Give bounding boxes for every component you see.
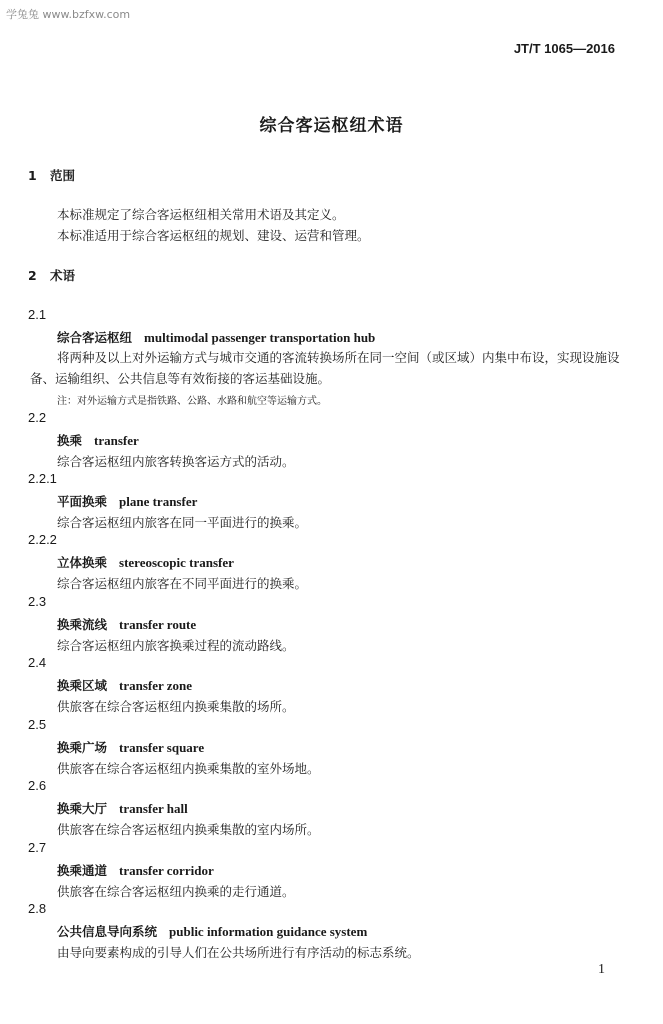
term-definition: 供旅客在综合客运枢纽内换乘集散的室内场所。	[57, 822, 320, 837]
section-1-title: 范围	[50, 168, 76, 183]
page-number: 1	[598, 962, 605, 977]
term-number: 2.6	[28, 778, 47, 793]
term-number: 2.8	[28, 901, 47, 916]
section-2-number: 2	[28, 268, 37, 283]
term-en: transfer square	[119, 740, 205, 755]
section-1-heading	[28, 166, 75, 184]
term-en: public information guidance system	[169, 924, 368, 939]
term-en: transfer zone	[119, 678, 193, 693]
term-definition: 供旅客在综合客运枢纽内换乘集散的场所。	[57, 699, 295, 714]
term-zh: 换乘	[57, 433, 83, 448]
term-number: 2.2	[28, 410, 47, 425]
term-en: multimodal passenger transportation hub	[144, 330, 376, 345]
term-definition: 供旅客在综合客运枢纽内换乘的走行通道。	[57, 884, 295, 899]
term-zh: 换乘流线	[57, 617, 108, 632]
document-title: 综合客运枢纽术语	[259, 116, 404, 136]
term-heading	[57, 615, 196, 633]
term-zh: 公共信息导向系统	[57, 924, 158, 939]
term-en: transfer route	[119, 617, 197, 632]
term-zh: 平面换乘	[57, 494, 108, 509]
scope-paragraph-1: 本标准规定了综合客运枢纽相关常用术语及其定义。	[57, 207, 345, 222]
term-en: plane transfer	[119, 494, 198, 509]
term-zh: 换乘通道	[57, 863, 108, 878]
section-2-title: 术语	[50, 268, 76, 283]
term-number: 2.3	[28, 594, 47, 609]
term-definition: 综合客运枢纽内旅客换乘过程的流动路线。	[57, 638, 295, 653]
term-heading	[57, 492, 197, 510]
term-heading	[57, 676, 192, 694]
watermark-text: 学兔兔 www.bzfxw.com	[6, 8, 131, 21]
term-en: transfer corridor	[119, 863, 214, 878]
term-heading	[57, 738, 204, 756]
term-heading	[57, 328, 375, 346]
term-number: 2.1	[28, 307, 47, 322]
term-number: 2.5	[28, 717, 47, 732]
term-definition: 综合客运枢纽内旅客在同一平面进行的换乘。	[57, 515, 308, 530]
term-heading	[57, 861, 214, 879]
term-number: 2.7	[28, 840, 47, 855]
term-definition: 由导向要素构成的引导人们在公共场所进行有序活动的标志系统。	[57, 945, 420, 960]
standard-code: JT/T 1065—2016	[513, 41, 615, 56]
term-heading	[57, 799, 188, 817]
term-heading	[57, 553, 234, 571]
term-number: 2.2.2	[28, 532, 57, 547]
term-zh: 换乘大厅	[57, 801, 108, 816]
term-en: transfer	[94, 433, 139, 448]
term-definition: 将两种及以上对外运输方式与城市交通的客流转换场所在同一空间（或区域）内集中布设，实现设施设备、运输组织、公共信息等有效衔接的客运基础设施。	[30, 350, 620, 386]
term-definition: 综合客运枢纽内旅客转换客运方式的活动。	[57, 454, 295, 469]
term-zh: 立体换乘	[57, 555, 108, 570]
term-definition: 供旅客在综合客运枢纽内换乘集散的室外场地。	[57, 761, 320, 776]
term-zh: 换乘区域	[57, 678, 108, 693]
term-en: transfer hall	[119, 801, 188, 816]
term-note: 注：对外运输方式是指铁路、公路、水路和航空等运输方式。	[57, 396, 327, 407]
term-definition: 综合客运枢纽内旅客在不同平面进行的换乘。	[57, 576, 308, 591]
term-heading	[57, 922, 367, 940]
term-number: 2.2.1	[28, 471, 57, 486]
section-1-number: 1	[28, 168, 37, 183]
term-en: stereoscopic transfer	[119, 555, 234, 570]
term-number: 2.4	[28, 655, 47, 670]
term-heading	[57, 431, 139, 449]
term-zh: 换乘广场	[57, 740, 108, 755]
section-2-heading	[28, 266, 75, 284]
term-zh: 综合客运枢纽	[57, 330, 133, 345]
scope-paragraph-2: 本标准适用于综合客运枢纽的规划、建设、运营和管理。	[57, 228, 370, 243]
